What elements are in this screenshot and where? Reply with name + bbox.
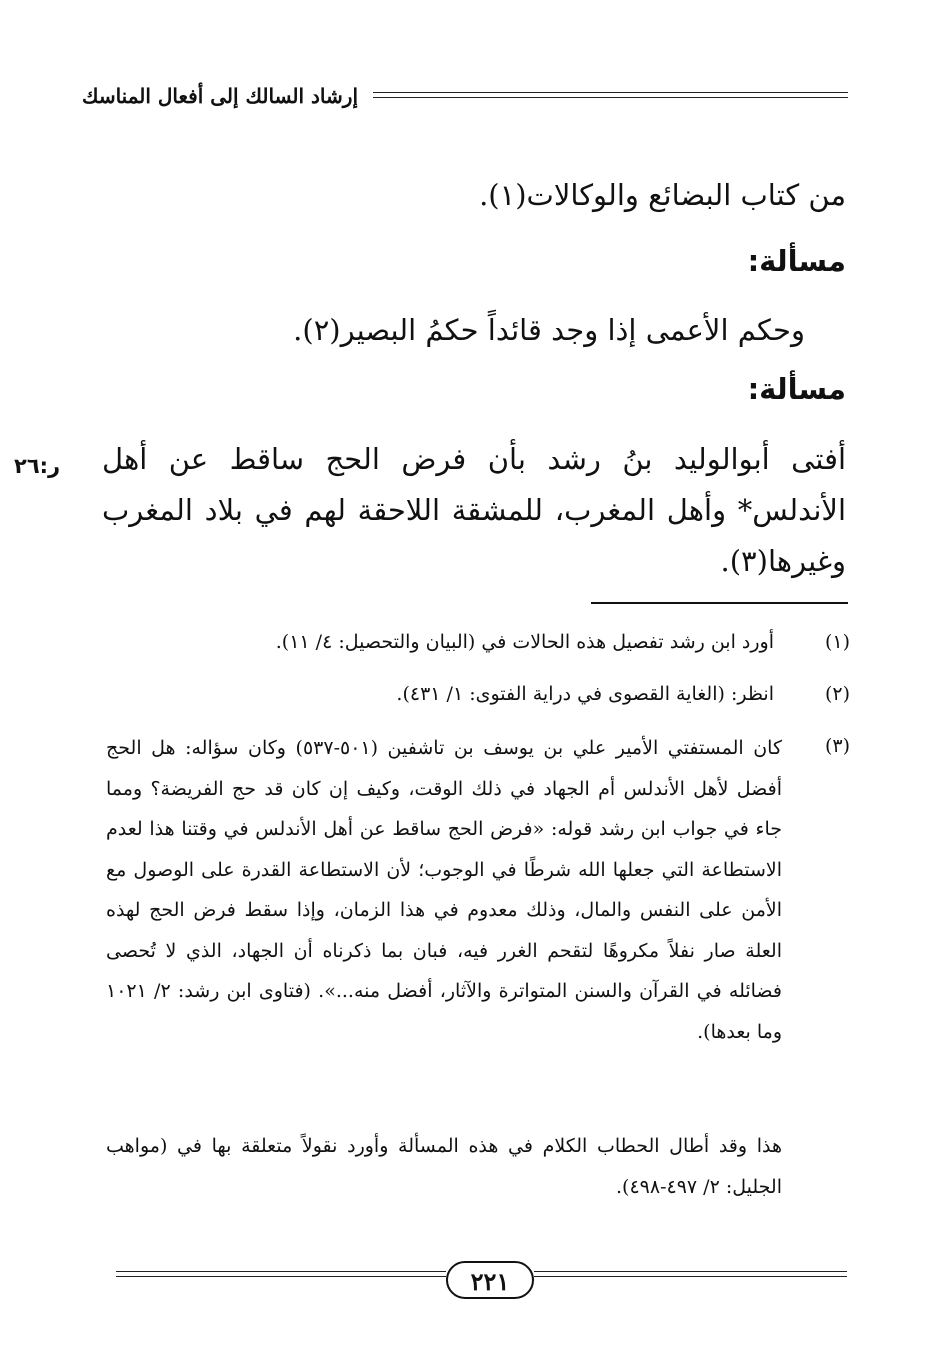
page-number: ٢٢١ [446,1261,534,1299]
body-paragraph: أفتى أبوالوليد بنُ رشد بأن فرض الحج ساقط عن أهل الأندلس* وأهل المغرب، للمشقة اللاحقة لهم في بلاد المغرب وغيرها(٣). [102,442,846,578]
footnote-text: انظر: (الغاية القصوى في دراية الفتوى: ١/ ٤٣١). [396,683,774,705]
footer-rule-right [534,1271,847,1285]
footnote-number: (٣) [824,735,850,757]
footer-rule-left [116,1271,446,1285]
margin-reference: ر:٢٦ [14,454,61,478]
running-header-title: إرشاد السالك إلى أفعال المناسك [81,84,358,108]
header-rule [373,92,848,104]
footnote-number: (١) [824,631,850,653]
footnote-separator [591,602,848,604]
footnote-text: كان المستفتي الأمير علي بن يوسف بن تاشفين (٥٠١-٥٣٧) وكان سؤاله: هل الحج أفضل لأهل الأندلس أم الجهاد في ذلك الوقت، وكيف إن كان قد حج الفريضة؟ ومما جاء في جواب ابن رشد قوله: «فرض الحج ساقط عن أهل الأندلس في وقتنا هذا لعدم الاستطاعة التي جعلها الله شرطًا في الوجوب؛ لأن الاستطاعة القدرة على الوصول مع الأمن على النفس والمال، وذلك معدوم في هذا الزمان، وإذا سقط فرض الحج لهذه العلة صار نفلاً مكروهًا لتقحم الغرر فيه، فبان بما ذكرناه أن الجهاد، الذي لا تُحصى فضائله في القرآن والسنن المتواترة والآثار، أفضل منه...». (فتاوى ابن رشد: ٢/ ١٠٢١ وما بعدها). [106,737,783,1043]
section-heading-2: مسألة: [747,372,846,406]
footnote-text: هذا وقد أطال الحطاب الكلام في هذه المسألة وأورد نقولاً متعلقة بها في (مواهب الجليل: ٢/ ٤٩٧-٤٩٨). [106,1135,782,1198]
footnote-number: (٢) [824,683,850,705]
body-line-1: من كتاب البضائع والوكالات(١). [479,178,846,212]
body-line-2: وحكم الأعمى إذا وجد قائداً حكمُ البصير(٢). [293,313,805,347]
footnote-text: أورد ابن رشد تفصيل هذه الحالات في (البيان والتحصيل: ٤/ ١١). [275,631,774,653]
section-heading-1: مسألة: [747,244,846,278]
